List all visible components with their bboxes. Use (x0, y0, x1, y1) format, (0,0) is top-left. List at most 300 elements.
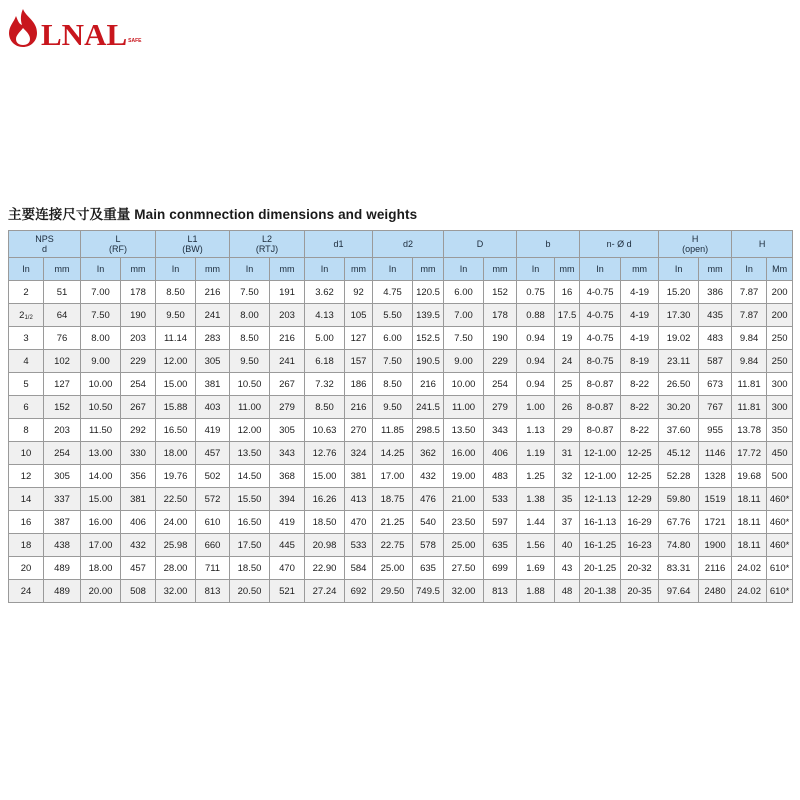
table-cell: 298.5 (413, 419, 444, 442)
table-cell: 572 (196, 488, 230, 511)
table-cell: 6.00 (373, 327, 413, 350)
column-group-sublabel: (RTJ) (255, 244, 279, 254)
table-cell: 250 (767, 327, 793, 350)
table-cell: 8-19 (621, 350, 659, 373)
table-cell: 18.50 (305, 511, 345, 534)
table-cell: 4-0.75 (580, 327, 621, 350)
table-cell: 692 (345, 580, 373, 603)
table-cell: 20.50 (230, 580, 270, 603)
table-cell: 200 (767, 281, 793, 304)
table-cell: 22.75 (373, 534, 413, 557)
table-row (9, 396, 793, 419)
table-cell: 403 (196, 396, 230, 419)
table-cell: 1.25 (517, 465, 555, 488)
table-cell: 660 (196, 534, 230, 557)
column-group-label: b (545, 239, 551, 249)
column-group-header (373, 231, 444, 258)
table-cell: 8.50 (156, 281, 196, 304)
table-cell: 59.80 (659, 488, 699, 511)
unit-header: In (659, 258, 699, 281)
unit-header: mm (345, 258, 373, 281)
table-row (9, 327, 793, 350)
table-cell: 413 (345, 488, 373, 511)
table-cell: 457 (121, 557, 156, 580)
table-cell: 18 (9, 534, 44, 557)
unit-header: In (81, 258, 121, 281)
table-row (9, 580, 793, 603)
table-cell: 12-29 (621, 488, 659, 511)
table-cell: 16 (9, 511, 44, 534)
table-cell: 229 (484, 350, 517, 373)
table-cell: 25.00 (373, 557, 413, 580)
table-cell: 11.81 (732, 396, 767, 419)
table-cell: 587 (699, 350, 732, 373)
unit-header: mm (44, 258, 81, 281)
table-cell: 476 (413, 488, 444, 511)
table-cell: 102 (44, 350, 81, 373)
table-cell: 483 (699, 327, 732, 350)
table-cell: 12.76 (305, 442, 345, 465)
table-cell: 6.18 (305, 350, 345, 373)
table-cell: 76 (44, 327, 81, 350)
table-cell: 203 (121, 327, 156, 350)
unit-header: In (517, 258, 555, 281)
table-cell: 368 (270, 465, 305, 488)
table-cell: 52.28 (659, 465, 699, 488)
table-cell: 0.75 (517, 281, 555, 304)
table-cell: 74.80 (659, 534, 699, 557)
table-cell: 16.26 (305, 488, 345, 511)
table-cell: 432 (121, 534, 156, 557)
table-row (9, 281, 793, 304)
table-cell: 19.76 (156, 465, 196, 488)
table-cell: 11.00 (444, 396, 484, 419)
column-group-header (9, 231, 81, 258)
table-cell: 51 (44, 281, 81, 304)
table-cell: 1146 (699, 442, 732, 465)
table-cell: 305 (44, 465, 81, 488)
table-cell: 152.5 (413, 327, 444, 350)
table-cell: 435 (699, 304, 732, 327)
column-group-header (517, 231, 580, 258)
table-cell: 241 (270, 350, 305, 373)
table-cell: 432 (413, 465, 444, 488)
table-cell: 279 (270, 396, 305, 419)
table-cell: 11.50 (81, 419, 121, 442)
nps-fraction: 1/2 (24, 314, 33, 321)
table-cell: 92 (345, 281, 373, 304)
table-cell: 1519 (699, 488, 732, 511)
table-cell: 16.50 (156, 419, 196, 442)
table-cell: 7.50 (444, 327, 484, 350)
table-cell: 8 (9, 419, 44, 442)
table-cell: 83.31 (659, 557, 699, 580)
table-cell: 330 (121, 442, 156, 465)
table-cell: 9.50 (230, 350, 270, 373)
table-cell: 17.30 (659, 304, 699, 327)
table-cell: 267 (121, 396, 156, 419)
table-cell: 610* (767, 580, 793, 603)
table-cell: 7.50 (81, 304, 121, 327)
table-cell: 43 (555, 557, 580, 580)
table-cell: 1.38 (517, 488, 555, 511)
table-cell: 3.62 (305, 281, 345, 304)
table-cell: 8.50 (373, 373, 413, 396)
table-cell: 356 (121, 465, 156, 488)
table-cell: 15.00 (305, 465, 345, 488)
table-cell: 350 (767, 419, 793, 442)
table-cell: 1721 (699, 511, 732, 534)
table-cell: 0.94 (517, 327, 555, 350)
table-cell: 406 (121, 511, 156, 534)
table-cell: 152 (484, 281, 517, 304)
table-cell: 1.44 (517, 511, 555, 534)
table-cell: 3 (9, 327, 44, 350)
table-cell: 191 (270, 281, 305, 304)
table-cell: 31 (555, 442, 580, 465)
table-cell: 20-1.38 (580, 580, 621, 603)
table-cell: 15.88 (156, 396, 196, 419)
table-cell: 5 (9, 373, 44, 396)
table-cell: 11.00 (230, 396, 270, 419)
table-cell: 4-0.75 (580, 281, 621, 304)
table-cell: 20 (9, 557, 44, 580)
table-cell: 283 (196, 327, 230, 350)
table-cell: 813 (484, 580, 517, 603)
column-group-label: NPS (35, 234, 54, 244)
table-row (9, 304, 793, 327)
table-cell: 241 (196, 304, 230, 327)
unit-header: mm (484, 258, 517, 281)
table-cell: 12.00 (156, 350, 196, 373)
table-cell: 460* (767, 488, 793, 511)
table-cell: 1.88 (517, 580, 555, 603)
table-cell: 8-0.87 (580, 396, 621, 419)
table-cell: 12.00 (230, 419, 270, 442)
table-cell: 18.11 (732, 534, 767, 557)
table-cell: 2 (9, 281, 44, 304)
unit-header: mm (621, 258, 659, 281)
table-cell: 139.5 (413, 304, 444, 327)
table-cell: 190 (484, 327, 517, 350)
table-cell: 1.56 (517, 534, 555, 557)
table-cell: 8-22 (621, 419, 659, 442)
brand-logo (6, 8, 142, 52)
unit-header: mm (270, 258, 305, 281)
dimensions-table (8, 230, 793, 603)
table-cell: 300 (767, 373, 793, 396)
table-cell: 292 (121, 419, 156, 442)
table-cell: 29.50 (373, 580, 413, 603)
table-cell: 1328 (699, 465, 732, 488)
table-cell: 16 (555, 281, 580, 304)
column-group-label: L1 (187, 234, 198, 244)
table-unit-header (9, 258, 793, 281)
table-cell: 10.50 (230, 373, 270, 396)
unit-header: In (373, 258, 413, 281)
table-row (9, 442, 793, 465)
table-cell: 13.50 (230, 442, 270, 465)
table-cell: 460* (767, 511, 793, 534)
table-cell: 32.00 (156, 580, 196, 603)
table-cell: 11.85 (373, 419, 413, 442)
logo-subtext: SAFE (128, 38, 142, 44)
table-cell: 7.87 (732, 281, 767, 304)
column-group-sublabel: (BW) (182, 244, 203, 254)
table-cell: 14.50 (230, 465, 270, 488)
table-cell: 97.64 (659, 580, 699, 603)
table-cell: 502 (196, 465, 230, 488)
table-cell: 406 (484, 442, 517, 465)
table-cell: 540 (413, 511, 444, 534)
table-cell: 767 (699, 396, 732, 419)
logo-text: LNAL (41, 17, 128, 52)
table-cell: 22.50 (156, 488, 196, 511)
table-cell: 203 (270, 304, 305, 327)
table-cell: 533 (484, 488, 517, 511)
table-cell: 4-19 (621, 304, 659, 327)
table-cell: 9.84 (732, 327, 767, 350)
table-cell: 216 (270, 327, 305, 350)
table-cell: 45.12 (659, 442, 699, 465)
table-cell: 229 (121, 350, 156, 373)
table-cell: 25.00 (444, 534, 484, 557)
table-cell: 216 (413, 373, 444, 396)
table-cell: 250 (767, 350, 793, 373)
table-cell: 20-1.25 (580, 557, 621, 580)
table-cell: 9.50 (156, 304, 196, 327)
table-cell: 16.00 (81, 511, 121, 534)
table-cell (9, 304, 44, 327)
table-cell: 14 (9, 488, 44, 511)
table-cell: 18.00 (81, 557, 121, 580)
table-cell: 578 (413, 534, 444, 557)
table-cell: 337 (44, 488, 81, 511)
table-cell: 19.00 (444, 465, 484, 488)
unit-header: mm (699, 258, 732, 281)
table-cell: 14.00 (81, 465, 121, 488)
table-cell: 10.63 (305, 419, 345, 442)
table-cell: 460* (767, 534, 793, 557)
table-cell: 19 (555, 327, 580, 350)
column-group-label: d2 (403, 239, 414, 249)
table-cell: 16.00 (444, 442, 484, 465)
table-cell: 673 (699, 373, 732, 396)
table-cell: 483 (484, 465, 517, 488)
table-cell: 362 (413, 442, 444, 465)
table-cell: 1.69 (517, 557, 555, 580)
table-cell: 24.02 (732, 557, 767, 580)
column-group-header (580, 231, 659, 258)
table-cell: 29 (555, 419, 580, 442)
unit-header: In (580, 258, 621, 281)
column-group-sublabel: (open) (682, 244, 709, 254)
table-cell: 216 (196, 281, 230, 304)
table-cell: 6.00 (444, 281, 484, 304)
table-cell: 25 (555, 373, 580, 396)
column-group-label: n- Ø d (606, 239, 632, 249)
table-cell: 186 (345, 373, 373, 396)
table-cell: 18.11 (732, 488, 767, 511)
table-cell: 9.84 (732, 350, 767, 373)
table-cell: 2116 (699, 557, 732, 580)
table-cell: 635 (484, 534, 517, 557)
table-cell: 14.25 (373, 442, 413, 465)
unit-header: In (732, 258, 767, 281)
table-cell: 12-1.00 (580, 465, 621, 488)
table-cell: 13.50 (444, 419, 484, 442)
table-cell: 457 (196, 442, 230, 465)
table-cell: 470 (270, 557, 305, 580)
table-cell: 450 (767, 442, 793, 465)
table-cell: 955 (699, 419, 732, 442)
table-cell: 37 (555, 511, 580, 534)
table-cell: 7.87 (732, 304, 767, 327)
table-cell: 1.19 (517, 442, 555, 465)
table-cell: 386 (699, 281, 732, 304)
table-cell: 521 (270, 580, 305, 603)
table-cell: 241.5 (413, 396, 444, 419)
table-cell: 305 (196, 350, 230, 373)
unit-header: In (156, 258, 196, 281)
table-cell: 15.50 (230, 488, 270, 511)
table-cell: 9.50 (373, 396, 413, 419)
column-group-label: L (115, 234, 121, 244)
table-cell: 711 (196, 557, 230, 580)
table-cell: 152 (44, 396, 81, 419)
table-cell: 203 (44, 419, 81, 442)
table-cell: 12 (9, 465, 44, 488)
table-cell: 10.00 (81, 373, 121, 396)
table-cell: 8-0.87 (580, 373, 621, 396)
unit-header: mm (413, 258, 444, 281)
table-cell: 18.50 (230, 557, 270, 580)
table-cell: 32 (555, 465, 580, 488)
table-cell: 178 (121, 281, 156, 304)
table-cell: 7.32 (305, 373, 345, 396)
table-cell: 470 (345, 511, 373, 534)
table-cell: 1900 (699, 534, 732, 557)
table-cell: 4-19 (621, 327, 659, 350)
table-cell: 6 (9, 396, 44, 419)
nps-value: 2 (19, 309, 25, 321)
table-cell: 4.13 (305, 304, 345, 327)
table-cell: 20-32 (621, 557, 659, 580)
table-row (9, 511, 793, 534)
table-cell: 17.50 (230, 534, 270, 557)
table-cell: 9.00 (444, 350, 484, 373)
table-body (9, 281, 793, 603)
table-cell: 19.02 (659, 327, 699, 350)
column-group-header (81, 231, 156, 258)
table-cell: 20-35 (621, 580, 659, 603)
table-row (9, 534, 793, 557)
table-group-header (9, 231, 793, 258)
table-cell: 20.98 (305, 534, 345, 557)
table-cell: 12-25 (621, 465, 659, 488)
table-cell: 16-29 (621, 511, 659, 534)
table-cell: 15.20 (659, 281, 699, 304)
table-cell: 254 (484, 373, 517, 396)
table-cell: 324 (345, 442, 373, 465)
table-cell: 500 (767, 465, 793, 488)
table-cell: 8.50 (305, 396, 345, 419)
table-cell: 267 (270, 373, 305, 396)
table-cell: 105 (345, 304, 373, 327)
table-cell: 190 (121, 304, 156, 327)
table-cell: 813 (196, 580, 230, 603)
table-cell: 305 (270, 419, 305, 442)
unit-header: Mm (767, 258, 793, 281)
table-cell: 24 (9, 580, 44, 603)
table-cell: 8-0.75 (580, 350, 621, 373)
unit-header: mm (196, 258, 230, 281)
column-group-sublabel: d (42, 244, 48, 254)
table-cell: 9.00 (81, 350, 121, 373)
table-cell: 32.00 (444, 580, 484, 603)
table-cell: 7.00 (81, 281, 121, 304)
table-cell: 381 (196, 373, 230, 396)
table-cell: 11.14 (156, 327, 196, 350)
column-group-label: H (691, 234, 699, 244)
table-cell: 15.00 (81, 488, 121, 511)
table-cell: 8.50 (230, 327, 270, 350)
table-cell: 584 (345, 557, 373, 580)
table-cell: 120.5 (413, 281, 444, 304)
table-cell: 216 (345, 396, 373, 419)
table-cell: 48 (555, 580, 580, 603)
column-group-label: D (476, 239, 484, 249)
column-group-header (305, 231, 373, 258)
table-cell: 17.5 (555, 304, 580, 327)
table-cell: 343 (270, 442, 305, 465)
table-row (9, 557, 793, 580)
table-cell: 157 (345, 350, 373, 373)
table-cell: 30.20 (659, 396, 699, 419)
table-cell: 20.00 (81, 580, 121, 603)
table-cell: 381 (121, 488, 156, 511)
table-cell: 13.00 (81, 442, 121, 465)
table-cell: 24.02 (732, 580, 767, 603)
table-cell: 419 (196, 419, 230, 442)
table-cell: 270 (345, 419, 373, 442)
table-cell: 28.00 (156, 557, 196, 580)
table-cell: 4 (9, 350, 44, 373)
table-cell: 16-23 (621, 534, 659, 557)
table-cell: 381 (345, 465, 373, 488)
column-group-header (230, 231, 305, 258)
unit-header: In (9, 258, 44, 281)
section-title: 主要连接尺寸及重量 Main conmnection dimensions and weights (8, 207, 418, 222)
column-group-header (444, 231, 517, 258)
table-cell: 1.00 (517, 396, 555, 419)
table-cell: 699 (484, 557, 517, 580)
table-cell: 25.98 (156, 534, 196, 557)
table-cell: 254 (121, 373, 156, 396)
table-cell: 18.00 (156, 442, 196, 465)
table-cell: 343 (484, 419, 517, 442)
flame-icon (6, 8, 40, 48)
table-cell: 4-19 (621, 281, 659, 304)
table-cell: 21.00 (444, 488, 484, 511)
table-cell: 10.00 (444, 373, 484, 396)
unit-header: mm (555, 258, 580, 281)
table-cell: 16-1.25 (580, 534, 621, 557)
table-cell: 12-1.00 (580, 442, 621, 465)
table-cell: 7.00 (444, 304, 484, 327)
table-cell: 15.00 (156, 373, 196, 396)
table-cell: 12-1.13 (580, 488, 621, 511)
